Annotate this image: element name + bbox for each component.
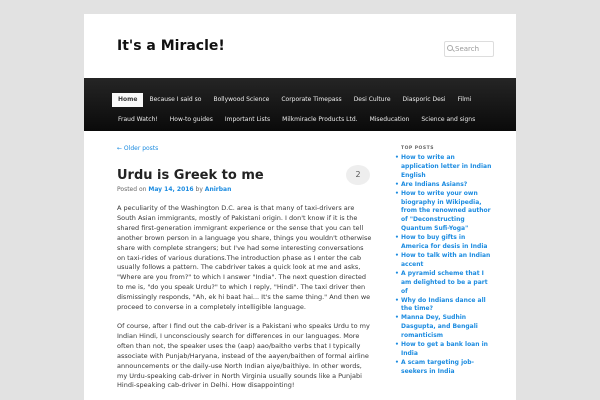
post-meta-prefix: Posted on <box>117 186 149 193</box>
nav-item-home[interactable]: Home <box>112 93 143 107</box>
sidebar-title: TOP POSTS <box>401 146 434 151</box>
top-post-item[interactable]: • How to write an application letter in Indian English <box>394 154 494 181</box>
post-author-link[interactable]: Anirban <box>204 186 232 193</box>
top-post-item[interactable]: • How to write your own biography in Wikipedia, from the renowned author of "Deconstructing Quantum Sufi-Yoga" <box>394 190 494 235</box>
main-navigation <box>84 78 516 131</box>
nav-item-science-and-signs[interactable]: Science and signs <box>421 116 476 123</box>
post-meta <box>117 186 231 193</box>
nav-item-milkmiracle-products[interactable]: Milkmiracle Products Ltd. <box>282 116 358 123</box>
top-posts-list <box>394 154 494 377</box>
nav-item-diasporic-desi[interactable]: Diasporic Desi <box>402 96 446 103</box>
search-placeholder: Search <box>455 45 480 53</box>
nav-item-filmi[interactable]: Filmi <box>457 96 472 103</box>
post-title[interactable]: Urdu is Greek to me <box>117 168 264 183</box>
nav-row-1 <box>112 93 477 113</box>
nav-item-how-to-guides[interactable]: How-to guides <box>169 116 213 123</box>
top-post-item[interactable]: • Are Indians Asians? <box>394 181 494 190</box>
nav-item-corporate-timepass[interactable]: Corporate Timepass <box>281 96 342 103</box>
nav-row-2 <box>112 113 481 133</box>
search-icon <box>447 45 453 51</box>
search-input[interactable] <box>444 41 494 57</box>
top-post-item[interactable]: • How to get a bank loan in India <box>394 341 494 359</box>
post-paragraph-1: A peculiarity of the Washington D.C. area is that many of taxi-drivers are South Asian immigrants, mostly of Pakistani origin. I don't know if it is the shared first-generation immigrant experience or the sense that you can tell another brown person in a language you share, things you wouldn't otherwise share with complete strangers; but I've had some interesting conversations on taxi-rides of various durations.The introduction phase as I enter the cab usually follows a pattern. The cabdriver takes a quick look at me and asks, "Where are you from?" to which I answer "India". The next question directed to me is, "do you speak Urdu?" to which I reply, "Hindi". The taxi driver then dismissingly responds, "Ah, ek hi baat hai... It's the same thing." And then we proceed to converse in a completely intelligible language. <box>117 204 372 312</box>
comment-count-badge[interactable]: 2 <box>346 165 370 185</box>
top-post-item[interactable]: • A scam targeting job-seekers in India <box>394 359 494 377</box>
post-paragraph-2: Of course, after I find out the cab-driver is a Pakistani who speaks Urdu to my Indian Hindi, I unconsciously search for differences in our languages. More often than not, the speaker uses the (aap) aao/baitho verbs that I typically associate with Punjab/Haryana, instead of the aayen/baithen of formal airline announcements or the daily-use North Indian aiye/baithiye. In other words, my Urdu-speaking cab-driver in North Virginia usually sounds like a Punjabi Hindi-speaking cab-driver in Delhi. How disappointing! <box>117 322 370 390</box>
nav-item-important-lists[interactable]: Important Lists <box>224 116 271 123</box>
post-meta-by: by <box>193 186 205 193</box>
nav-item-bollywood-science[interactable]: Bollywood Science <box>213 96 270 103</box>
top-post-item[interactable]: • Why do Indians dance all the time? <box>394 297 494 315</box>
nav-item-because-i-said-so[interactable]: Because I said so <box>149 96 202 103</box>
nav-item-miseducation[interactable]: Miseducation <box>369 116 410 123</box>
page-container <box>84 14 516 400</box>
nav-item-desi-culture[interactable]: Desi Culture <box>353 96 391 103</box>
nav-item-fraud-watch[interactable]: Fraud Watch! <box>118 116 158 123</box>
top-post-item[interactable]: • A pyramid scheme that I am delighted to be a part of <box>394 270 494 297</box>
top-post-item[interactable]: • How to buy gifts in America for desis in India <box>394 234 494 252</box>
top-post-item[interactable]: • How to talk with an Indian accent <box>394 252 494 270</box>
older-posts-link[interactable]: ← Older posts <box>117 145 159 152</box>
top-post-item[interactable]: • Manna Dey, Sudhin Dasgupta, and Bengali romanticism <box>394 314 494 341</box>
post-date-link[interactable]: May 14, 2016 <box>148 186 194 193</box>
site-title[interactable]: It's a Miracle! <box>117 38 225 54</box>
